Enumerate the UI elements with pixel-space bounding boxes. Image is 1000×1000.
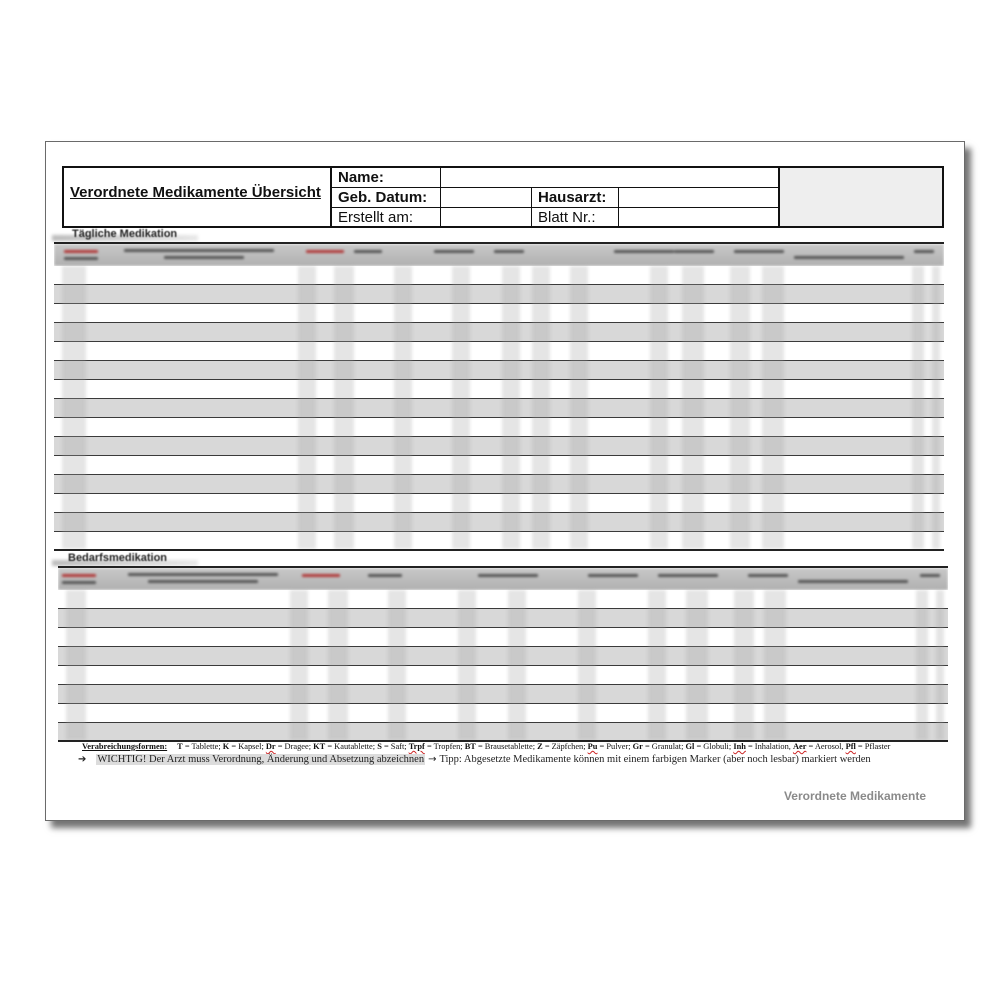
dosage-forms-legend: [82, 742, 952, 751]
header-label-blurred: [64, 250, 98, 253]
header-label-blurred: [494, 250, 524, 253]
important-text: WICHTIG! Der Arzt muss Verordnung, Änderung und Absetzung abzeichnen: [97, 754, 425, 765]
footer-label: Verordnete Medikamente: [783, 789, 926, 803]
column-shade: [682, 266, 704, 549]
asneeded-medication-table: [58, 566, 948, 742]
header-label-blurred: [920, 574, 940, 577]
sheet-number-field[interactable]: [619, 208, 778, 226]
document-sheet: [45, 141, 965, 821]
name-field[interactable]: [441, 168, 778, 188]
arrow-right-icon: ➔: [78, 754, 87, 765]
doctor-label: Hausarzt:: [532, 188, 619, 208]
header-label-blurred: [302, 574, 340, 577]
legend-code: Aer: [792, 742, 807, 751]
table-row[interactable]: [54, 532, 944, 551]
legend-text: = Saft;: [381, 742, 409, 751]
table-header: [58, 568, 948, 590]
column-shade: [508, 590, 526, 740]
created-field[interactable]: [441, 208, 532, 226]
table-row[interactable]: [54, 437, 944, 456]
legend-code: S: [377, 742, 382, 751]
column-shade: [394, 266, 412, 549]
legend-code: BT: [464, 742, 476, 751]
header-label-blurred: [434, 250, 474, 253]
header-label-blurred: [64, 257, 98, 260]
header-label-blurred: [62, 574, 96, 577]
legend-code: Pfl: [845, 742, 856, 751]
doctor-field[interactable]: [619, 188, 778, 208]
header-label-blurred: [614, 250, 674, 253]
table-row[interactable]: [58, 590, 948, 609]
legend-text: = Pulver;: [597, 742, 633, 751]
table-row[interactable]: [54, 456, 944, 475]
column-shade: [570, 266, 588, 549]
legend-text: = Kapsel;: [229, 742, 266, 751]
column-shade: [290, 590, 308, 740]
header-box: [62, 166, 944, 228]
table-row[interactable]: [58, 685, 948, 704]
column-shade: [578, 590, 596, 740]
table-row[interactable]: [54, 342, 944, 361]
legend-text: = Granulat;: [642, 742, 686, 751]
header-label-blurred: [914, 250, 934, 253]
header-label-blurred: [734, 250, 784, 253]
table-row[interactable]: [54, 285, 944, 304]
column-shade: [388, 590, 406, 740]
arrow-right-small-icon: →: [428, 754, 437, 765]
column-shade: [686, 590, 708, 740]
birth-date-field[interactable]: [441, 188, 532, 208]
column-shade: [912, 266, 924, 549]
header-label-blurred: [674, 250, 714, 253]
legend-code: KT: [313, 742, 326, 751]
table-row[interactable]: [54, 266, 944, 285]
table-row[interactable]: [58, 647, 948, 666]
table-header: [54, 244, 944, 266]
birth-date-label: Geb. Datum:: [332, 188, 441, 208]
column-shade: [648, 590, 666, 740]
table-row[interactable]: [58, 609, 948, 628]
table-row[interactable]: [54, 418, 944, 437]
table-row[interactable]: [58, 628, 948, 647]
legend-code: Z: [537, 742, 543, 751]
column-shade: [298, 266, 316, 549]
header-label-blurred: [62, 581, 96, 584]
column-shade: [532, 266, 550, 549]
asneeded-section-title: Bedarfsmedikation: [68, 552, 168, 564]
column-shade: [458, 590, 476, 740]
table-row[interactable]: [58, 666, 948, 685]
header-label-blurred: [478, 574, 538, 577]
table-row[interactable]: [54, 399, 944, 418]
header-label-blurred: [748, 574, 788, 577]
legend-code: Inh: [733, 742, 746, 751]
header-label-blurred: [658, 574, 718, 577]
column-shade: [916, 590, 928, 740]
table-row[interactable]: [54, 323, 944, 342]
legend-code: Trpf: [408, 742, 425, 751]
table-row[interactable]: [58, 704, 948, 723]
daily-section-title: Tägliche Medikation: [72, 228, 178, 240]
column-shade: [734, 590, 754, 740]
column-shade: [452, 266, 470, 549]
column-shade: [730, 266, 750, 549]
header-label-blurred: [306, 250, 344, 253]
name-label: Name:: [332, 168, 441, 188]
column-shade: [502, 266, 520, 549]
column-shade: [650, 266, 668, 549]
header-label-blurred: [124, 249, 274, 252]
column-shade: [66, 590, 86, 740]
legend-text: = Brausetablette;: [475, 742, 538, 751]
important-note: [78, 754, 871, 765]
legend-text: = Dragee;: [275, 742, 314, 751]
legend-code: Pu: [587, 742, 598, 751]
table-row[interactable]: [54, 475, 944, 494]
logo-placeholder: [778, 168, 942, 226]
header-label-blurred: [368, 574, 402, 577]
column-shade: [334, 266, 354, 549]
table-row[interactable]: [54, 513, 944, 532]
legend-items: [177, 742, 890, 751]
table-row[interactable]: [54, 380, 944, 399]
legend-text: = Tablette;: [182, 742, 223, 751]
legend-text: = Zäpfchen;: [542, 742, 588, 751]
header-label-blurred: [164, 256, 244, 259]
table-row[interactable]: [54, 304, 944, 323]
legend-text: = Tropfen;: [424, 742, 465, 751]
created-label: Erstellt am:: [332, 208, 441, 226]
table-row[interactable]: [58, 723, 948, 742]
legend-code: K: [222, 742, 230, 751]
column-shade: [932, 266, 940, 549]
column-shade: [762, 266, 784, 549]
header-label-blurred: [354, 250, 382, 253]
column-shade: [328, 590, 348, 740]
column-shade: [62, 266, 86, 549]
document-title: Verordnete Medikamente Übersicht: [70, 184, 321, 201]
legend-text: = Inhalation,: [745, 742, 793, 751]
column-shade: [936, 590, 944, 740]
tip-text: Tipp: Abgesetzte Medikamente können mit einem farbigen Marker (aber noch lesbar) markiert werden: [439, 754, 871, 765]
legend-text: = Pflaster: [855, 742, 891, 751]
legend-text: = Globuli;: [694, 742, 734, 751]
table-row[interactable]: [54, 361, 944, 380]
daily-medication-table: [54, 242, 944, 551]
legend-code: Dr: [265, 742, 276, 751]
header-label-blurred: [128, 573, 278, 576]
table-row[interactable]: [54, 494, 944, 513]
sheet-number-label: Blatt Nr.:: [532, 208, 619, 226]
header-label-blurred: [588, 574, 638, 577]
header-label-blurred: [798, 580, 908, 583]
header-label-blurred: [794, 256, 904, 259]
title-cell: [64, 168, 332, 226]
legend-title: Verabreichungsformen:: [82, 742, 168, 751]
legend-code: Gl: [685, 742, 695, 751]
legend-text: = Kautablette;: [325, 742, 378, 751]
header-label-blurred: [148, 580, 258, 583]
legend-code: Gr: [632, 742, 643, 751]
column-shade: [764, 590, 786, 740]
legend-text: = Aerosol,: [806, 742, 846, 751]
legend-code: T: [177, 742, 183, 751]
